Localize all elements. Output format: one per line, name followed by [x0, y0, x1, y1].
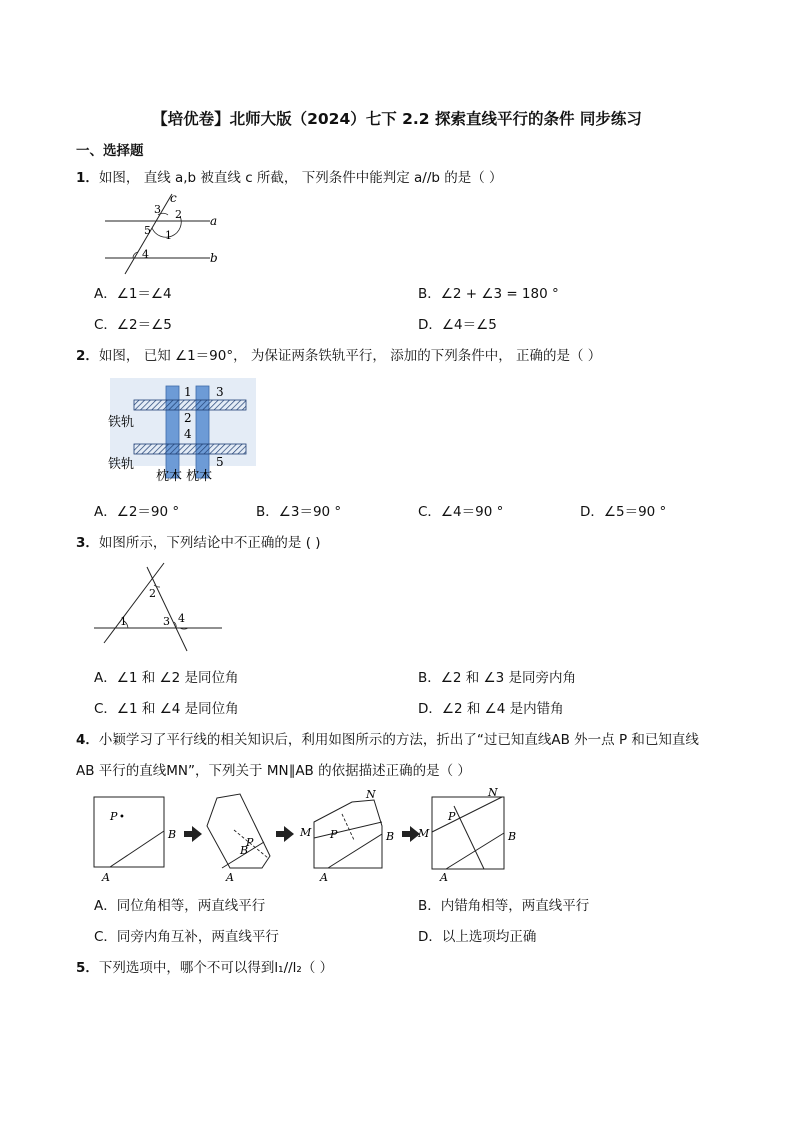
rail-label-top: 铁轨	[108, 415, 135, 430]
question-number: 1．	[76, 170, 99, 186]
angle-5: 5	[144, 224, 151, 237]
question-text: 下列选项中，哪个不可以得到l₁//l₂（ ）	[98, 960, 334, 976]
label-B: B	[508, 830, 517, 843]
label-A: A	[226, 871, 234, 884]
question-3	[76, 531, 321, 551]
question-text: 如图， 已知 ∠1＝90°， 为保证两条铁轨平行， 添加的下列条件中， 正确的是（ ）	[98, 348, 602, 364]
label-N: N	[366, 788, 376, 801]
q3-option-d: D．∠2 和 ∠4 是内错角	[418, 701, 564, 717]
question-number: 3．	[76, 535, 99, 551]
q1-option-d: D．∠4＝∠5	[418, 317, 497, 333]
rail-label-bottom: 铁轨	[108, 457, 135, 472]
label-P: P	[246, 836, 254, 849]
q4-option-c: C．同旁内角互补，两直线平行	[94, 929, 279, 945]
angle-4: 4	[142, 248, 149, 261]
question-number: 4．	[76, 732, 99, 748]
label-b: b	[210, 251, 218, 265]
q4-option-b: B．内错角相等，两直线平行	[418, 898, 590, 914]
angle-1: 1	[120, 615, 127, 628]
sleeper-labels: 枕木 枕木	[156, 469, 213, 484]
question-number: 5．	[76, 960, 99, 976]
arrow-icon	[184, 826, 202, 842]
q3-option-c: C．∠1 和 ∠4 是同位角	[94, 701, 239, 717]
q3-option-a: A．∠1 和 ∠2 是同位角	[94, 670, 239, 686]
label-P: P	[110, 810, 118, 823]
label-a: a	[210, 214, 218, 228]
q2-option-b: B．∠3＝90 °	[256, 504, 342, 520]
q2-option-d: D．∠5＝90 °	[580, 504, 667, 520]
question-2	[76, 344, 601, 364]
q1-option-c: C．∠2＝∠5	[94, 317, 172, 333]
question-5	[76, 956, 333, 976]
label-A: A	[440, 871, 448, 884]
angle-5: 5	[216, 455, 224, 469]
angle-2: 2	[175, 208, 182, 221]
label-P: P	[330, 828, 338, 841]
label-B: B	[240, 844, 249, 857]
q2-option-a: A．∠2＝90 °	[94, 504, 180, 520]
q1-option-b: B．∠2 + ∠3 = 180 °	[418, 286, 559, 302]
label-c: c	[170, 191, 177, 205]
question-4-continued: AB 平行的直线MN”，下列关于 MN∥AB 的依据描述正确的是（ ）	[76, 763, 471, 779]
angle-3: 3	[216, 385, 224, 399]
question-number: 2．	[76, 348, 99, 364]
question-text: 如图所示，下列结论中不正确的是 ( )	[98, 535, 321, 551]
label-N: N	[488, 786, 498, 799]
label-M: M	[300, 826, 312, 839]
angle-4: 4	[178, 612, 185, 625]
page-title: 【培优卷】北师大版（2024）七下 2.2 探索直线平行的条件 同步练习	[152, 110, 642, 128]
label-M: M	[418, 827, 430, 840]
section-heading: 一、选择题	[76, 143, 144, 159]
angle-1: 1	[184, 385, 192, 399]
angle-2: 2	[149, 587, 156, 600]
question-1	[76, 166, 503, 186]
question-text: 如图， 直线 a,b 被直线 c 所截， 下列条件中能判定 a//b 的是（ ）	[98, 170, 503, 186]
q2-option-c: C．∠4＝90 °	[418, 504, 504, 520]
label-A: A	[102, 871, 110, 884]
q1-figure	[100, 192, 240, 277]
point-dot: •	[119, 812, 125, 823]
label-B: B	[386, 830, 395, 843]
question-text-line1: 小颖学习了平行线的相关知识后，利用如图所示的方法，折出了“过已知直线AB 外一点 P 和已知直线	[98, 732, 699, 748]
q2-figure	[104, 378, 256, 486]
angle-1: 1	[165, 229, 172, 242]
q1-option-a: A．∠1＝∠4	[94, 286, 172, 302]
q3-figure	[92, 555, 224, 655]
angle-2: 2	[184, 411, 192, 425]
q3-option-b: B．∠2 和 ∠3 是同旁内角	[418, 670, 577, 686]
q4-figure	[92, 786, 517, 886]
angle-3: 3	[154, 203, 161, 216]
arrow-icon	[276, 826, 294, 842]
q4-option-d: D．以上选项均正确	[418, 929, 537, 945]
angle-4: 4	[184, 427, 192, 441]
label-A: A	[320, 871, 328, 884]
label-B: B	[168, 828, 177, 841]
question-4	[76, 728, 699, 748]
q4-option-a: A．同位角相等，两直线平行	[94, 898, 266, 914]
angle-3: 3	[163, 615, 170, 628]
label-P: P	[448, 810, 456, 823]
